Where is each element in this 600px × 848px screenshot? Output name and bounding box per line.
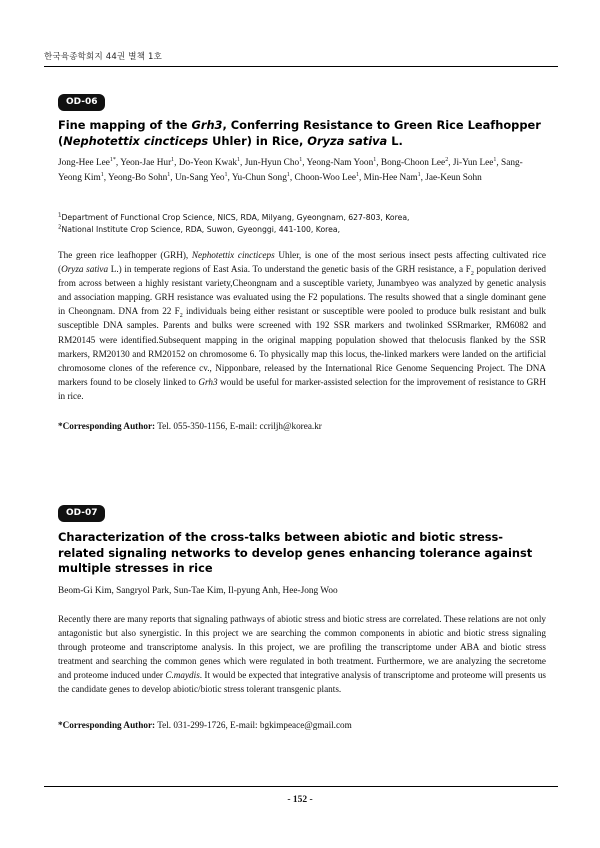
- author-name: Min-Hee Nam: [363, 173, 418, 183]
- author-name: Yeon-Jae Hur: [120, 158, 172, 168]
- affiliation-line: $^1$Department of Functional Crop Science, NICS, RDA, Milyang, Gyeongnam, 627-803, Korea,: [58, 212, 410, 222]
- article-code-badge: OD-06: [58, 94, 105, 111]
- article-title: Fine mapping of the Grh3, Conferring Resistance to Green Rice Leafhopper (Nephotettix cincticeps Uhler) in Rice, Oryza sativa L.: [58, 118, 541, 148]
- corresponding-author: [58, 719, 546, 732]
- author-name: Jae-Keun Sohn: [425, 173, 482, 183]
- author-name: Yu-Chun Song: [231, 173, 287, 183]
- author-name: Jong-Hee Lee: [58, 158, 110, 168]
- author-name: Bong-Choon Lee: [380, 158, 446, 168]
- author-name: Yeong-Bo Sohn: [108, 173, 168, 183]
- author-name: Do-Yeon Kwak: [178, 158, 238, 168]
- author-name: Sang-Yeong Kim: [58, 158, 523, 183]
- corresponding-label: *Corresponding Author:: [58, 720, 156, 730]
- author-name: Yeong-Nam Yoon: [306, 158, 374, 168]
- author-name: Choon-Woo Lee: [294, 173, 356, 183]
- author-name: Ji-Yun Lee: [452, 158, 494, 168]
- corresponding-author: [58, 420, 546, 433]
- footer-divider: [44, 786, 558, 787]
- corresponding-contact: Tel. 055-350-1156, E-mail: ccriljh@korea.kr: [155, 421, 322, 431]
- abstract-text: Recently there are many reports that signaling pathways of abiotic stress and biotic stress are correlated. These relations are not only antagonistic but also synergistic. In this project we are searching the common components in abiotic and biotic stress signaling through proteome and transcriptome analysis. In this project, we are profiling the transcriptome under ABA and biotic stress treatment and searching the common genes which were regulated in both treatment. Furthermore, we are analyzing the secretome and proteome induced under C.maydis. It would be expected that integrative analysis of transcriptome and proteome will presents us the candidate genes to develop abiotic/biotic stress tolerant transgenic plants.: [58, 614, 546, 695]
- author-name: Jun-Hyun Cho: [244, 158, 300, 168]
- article-title: Characterization of the cross-talks between abiotic and biotic stress-related signaling networks to develop genes enhancing tolerance against multiple stresses in rice: [58, 530, 533, 575]
- page-number: - 152 -: [287, 795, 313, 805]
- corresponding-contact: Tel. 031-299-1726, E-mail: bgkimpeace@gmail.com: [155, 720, 352, 730]
- affiliation-list: [58, 212, 546, 236]
- article-code-badge: OD-07: [58, 505, 105, 522]
- abstract-text: The green rice leafhopper (GRH), Nephotettix cincticeps Uhler, is one of the most serious insect pests affecting cultivated rice (Oryza sativa L.) in temperate regions of East Asia. To understand the genetic basis of the GRH resistance, a $F_2$ population derived from across between a highly resistant variety,Cheongnam and a susceptible variety, Junambyeo was analyzed by genetic analysis and association mapping. GRH resistance was evaluated using the F2 populations. The results showed that a single dominant gene in Cheongnam. DNA from 22 $F_2$ individuals being either resistant or susceptible were pooled to produce bulk resistant and bulk susceptible DNA samples. Parents and bulks were screened with 192 SSR markers and twolinked SSRmarker, RM6082 and RM20145 were identified.Subsequent mapping in the original mapping population showed that thelocusis flanked by the SSR markers, RM20130 and RM20152 on chromosome 6. To physically map this locus, the-linked markers were landed on the artificial chromosome clones of the reference cv., Nipponbare, released by the International Rice Genome Sequencing Project. The DNA markers found to be closely linked to Grh3 would be useful for marker-assisted selection for the improvement of resistance to GRH in rice.: [58, 250, 546, 401]
- author-name: Un-Sang Yeo: [174, 173, 225, 183]
- journal-header: 한국육종학회지 44권 별책 1호: [44, 52, 163, 62]
- author-list: Beom-Gi Kim, Sangryol Park, Sun-Tae Kim, Il-pyung Anh, Hee-Jong Woo: [58, 586, 338, 596]
- header-divider: [44, 66, 558, 67]
- author-list: Jong-Hee Lee$^{1*}$, Yeon-Jae Hur$^1$, Do-Yeon Kwak$^1$, Jun-Hyun Cho$^1$, Yeong-Nam Yoon$^1$, Bong-Choon Lee$^2$, Ji-Yun Lee$^1$, Sang-Yeong Kim$^1$, Yeong-Bo Sohn$^1$, Un-Sang Yeo$^1$, Yu-Chun Song$^1$, Choon-Woo Lee$^1$, Min-Hee Nam$^1$, Jae-Keun Sohn: [58, 156, 523, 183]
- affiliation-line: $^2$National Institute Crop Science, RDA, Suwon, Gyeonggi, 441-100, Korea,: [58, 224, 341, 234]
- corresponding-label: *Corresponding Author:: [58, 421, 156, 431]
